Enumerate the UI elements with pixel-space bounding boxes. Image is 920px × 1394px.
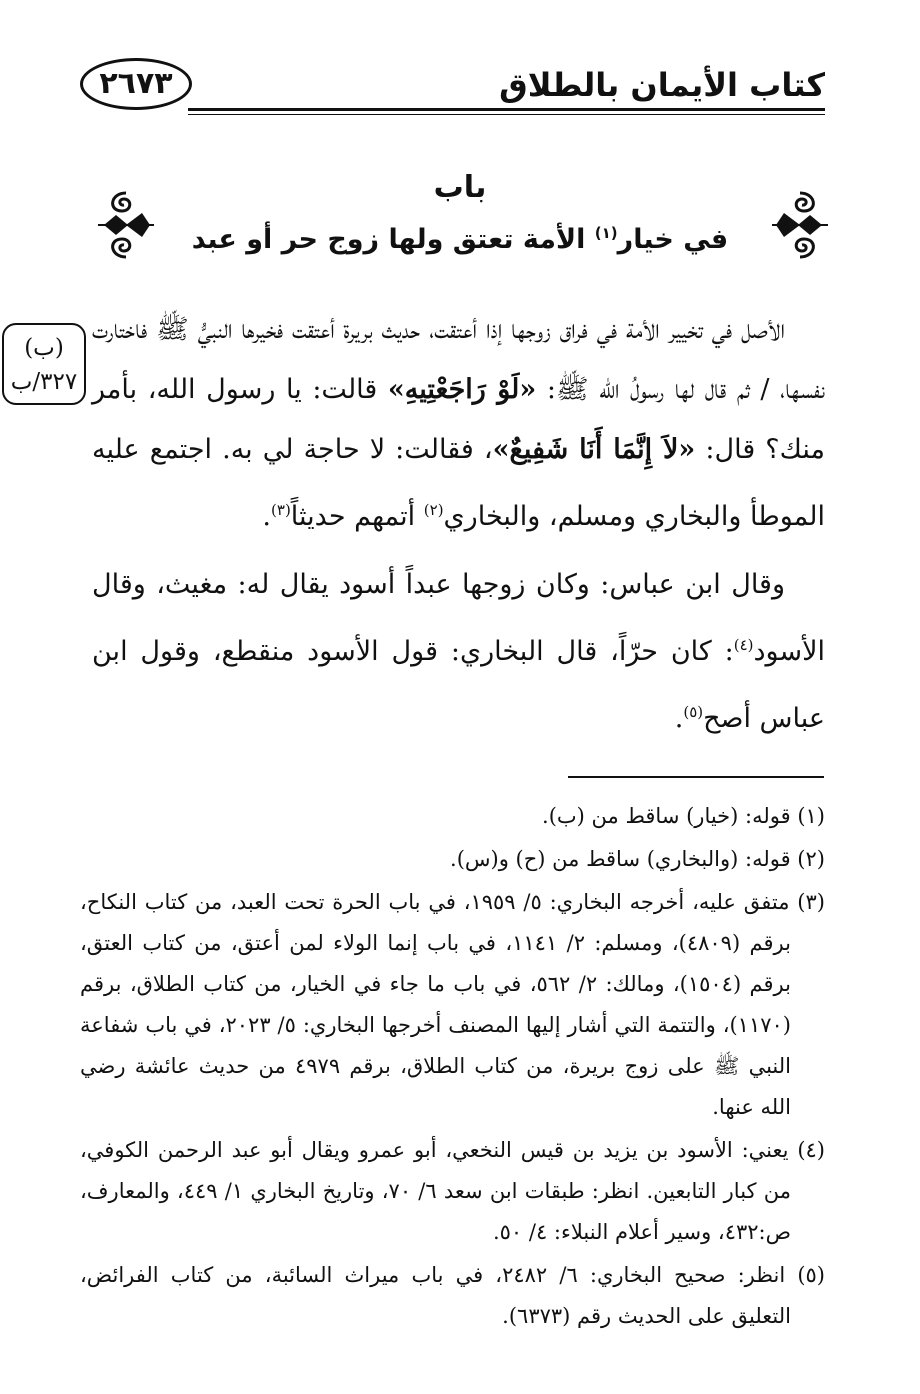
p1-text-a: الأصل في تخيير الأمة في فراق زوجها إذا أعتقت، حديث بريرة أعتقت فخيرها النبيُّ ﷺ فاختارت نفسها، / ثم قال لها رسولُ الله ﷺ: <box>92 314 825 405</box>
footnote-4: (٤) يعني: الأسود بن يزيد بن قيس النخعي، أبو عمرو ويقال أبو عبد الرحمن الكوفي، من كبار التابعين. انظر: طبقات ابن سعد ٦/ ٧٠، وتاريخ البخاري ١/ ٤٤٩، والمعارف، ص:٤٣٢، وسير أعلام النبلاء: ٤/ ٥٠. <box>80 1138 825 1244</box>
chapter-subtitle <box>160 224 760 255</box>
footnote-5: (٥) انظر: صحيح البخاري: ٦/ ٢٤٨٢، في باب ميراث السائبة، من كتاب الفرائض، التعليق على الحديث رقم (٦٣٧٣). <box>80 1263 825 1328</box>
footnote-ref-3: (٣) <box>271 501 291 519</box>
main-text <box>92 300 825 749</box>
paragraph-2 <box>92 555 825 749</box>
footnote-separator <box>568 776 824 778</box>
header-rule <box>188 108 825 111</box>
paragraph-1 <box>92 300 825 547</box>
ornament-right-icon <box>772 185 828 265</box>
footnote-ref-5: (٥) <box>683 703 704 721</box>
footnote-3: (٣) متفق عليه، أخرجه البخاري: ٥/ ١٩٥٩، في باب الحرة تحت العبد، من كتاب النكاح، برقم (٤٨٠٩)، ومسلم: ٢/ ١١٤١، في باب إنما الولاء لمن أعتق، من كتاب العتق، برقم (١٥٠٤)، ومالك: ٢/ ٥٦٢، في باب ما جاء في الخيار، من كتاب الطلاق، برقم (١١٧٠)، والتتمة التي أشار إليها المصنف أخرجها البخاري: ٥/ ٢٠٢٣، في باب شفاعة النبي ﷺ على زوج بريرة، من كتاب الطلاق، برقم ٤٩٧٩ من حديث عائشة رضي الله عنها. <box>80 890 825 1119</box>
hadith-quote-1: «لَوْ رَاجَعْتِيهِ» <box>387 374 537 405</box>
p2-text-c: . <box>674 703 684 734</box>
footnote-1: (١) قوله: (خيار) ساقط من (ب). <box>542 804 825 828</box>
running-head-book-title: كتاب الأيمان بالطلاق <box>499 66 825 104</box>
footnotes <box>80 796 825 1339</box>
p2-text-b: : كان حرّاً، قال البخاري: قول الأسود منقطع، وقول ابن عباس أصح <box>92 636 825 734</box>
p1-text-b: قالت: يا رسول الله، بأمر منك؟ قال: <box>92 374 825 465</box>
manuscript-margin-note <box>2 323 86 405</box>
ornament-left-icon <box>98 185 154 265</box>
footnote-ref-1: (١) <box>594 224 618 242</box>
page-number: ٢٦٧٣ <box>80 58 192 110</box>
margin-note-line1: (ب) <box>24 335 64 361</box>
chapter-label: باب <box>433 170 487 205</box>
margin-note-line2: ٣٢٧/ب <box>10 369 78 395</box>
p1-text-e: . <box>262 501 272 532</box>
footnote-2: (٢) قوله: (والبخاري) ساقط من (ح) و(س). <box>450 847 825 871</box>
p1-text-d: أتمهم حديثاً <box>290 501 424 532</box>
p2-text-a: وقال ابن عباس: وكان زوجها عبداً أسود يقال له: مغيث، وقال الأسود <box>92 569 825 667</box>
p1-text-c: ، فقالت: لا حاجة لي به. اجتمع عليه الموطأ والبخاري ومسلم، والبخاري <box>92 434 825 532</box>
chapter-subtitle-pre: في خيار <box>617 224 729 255</box>
chapter-subtitle-post: الأمة تعتق ولها زوج حر أو عبد <box>191 224 595 255</box>
header-rule-thin <box>188 114 825 115</box>
footnote-ref-4: (٤) <box>733 636 754 654</box>
footnote-ref-2: (٢) <box>423 501 444 519</box>
hadith-quote-2: «لاَ إِنَّمَا أَنَا شَفِيعٌ» <box>492 434 696 465</box>
